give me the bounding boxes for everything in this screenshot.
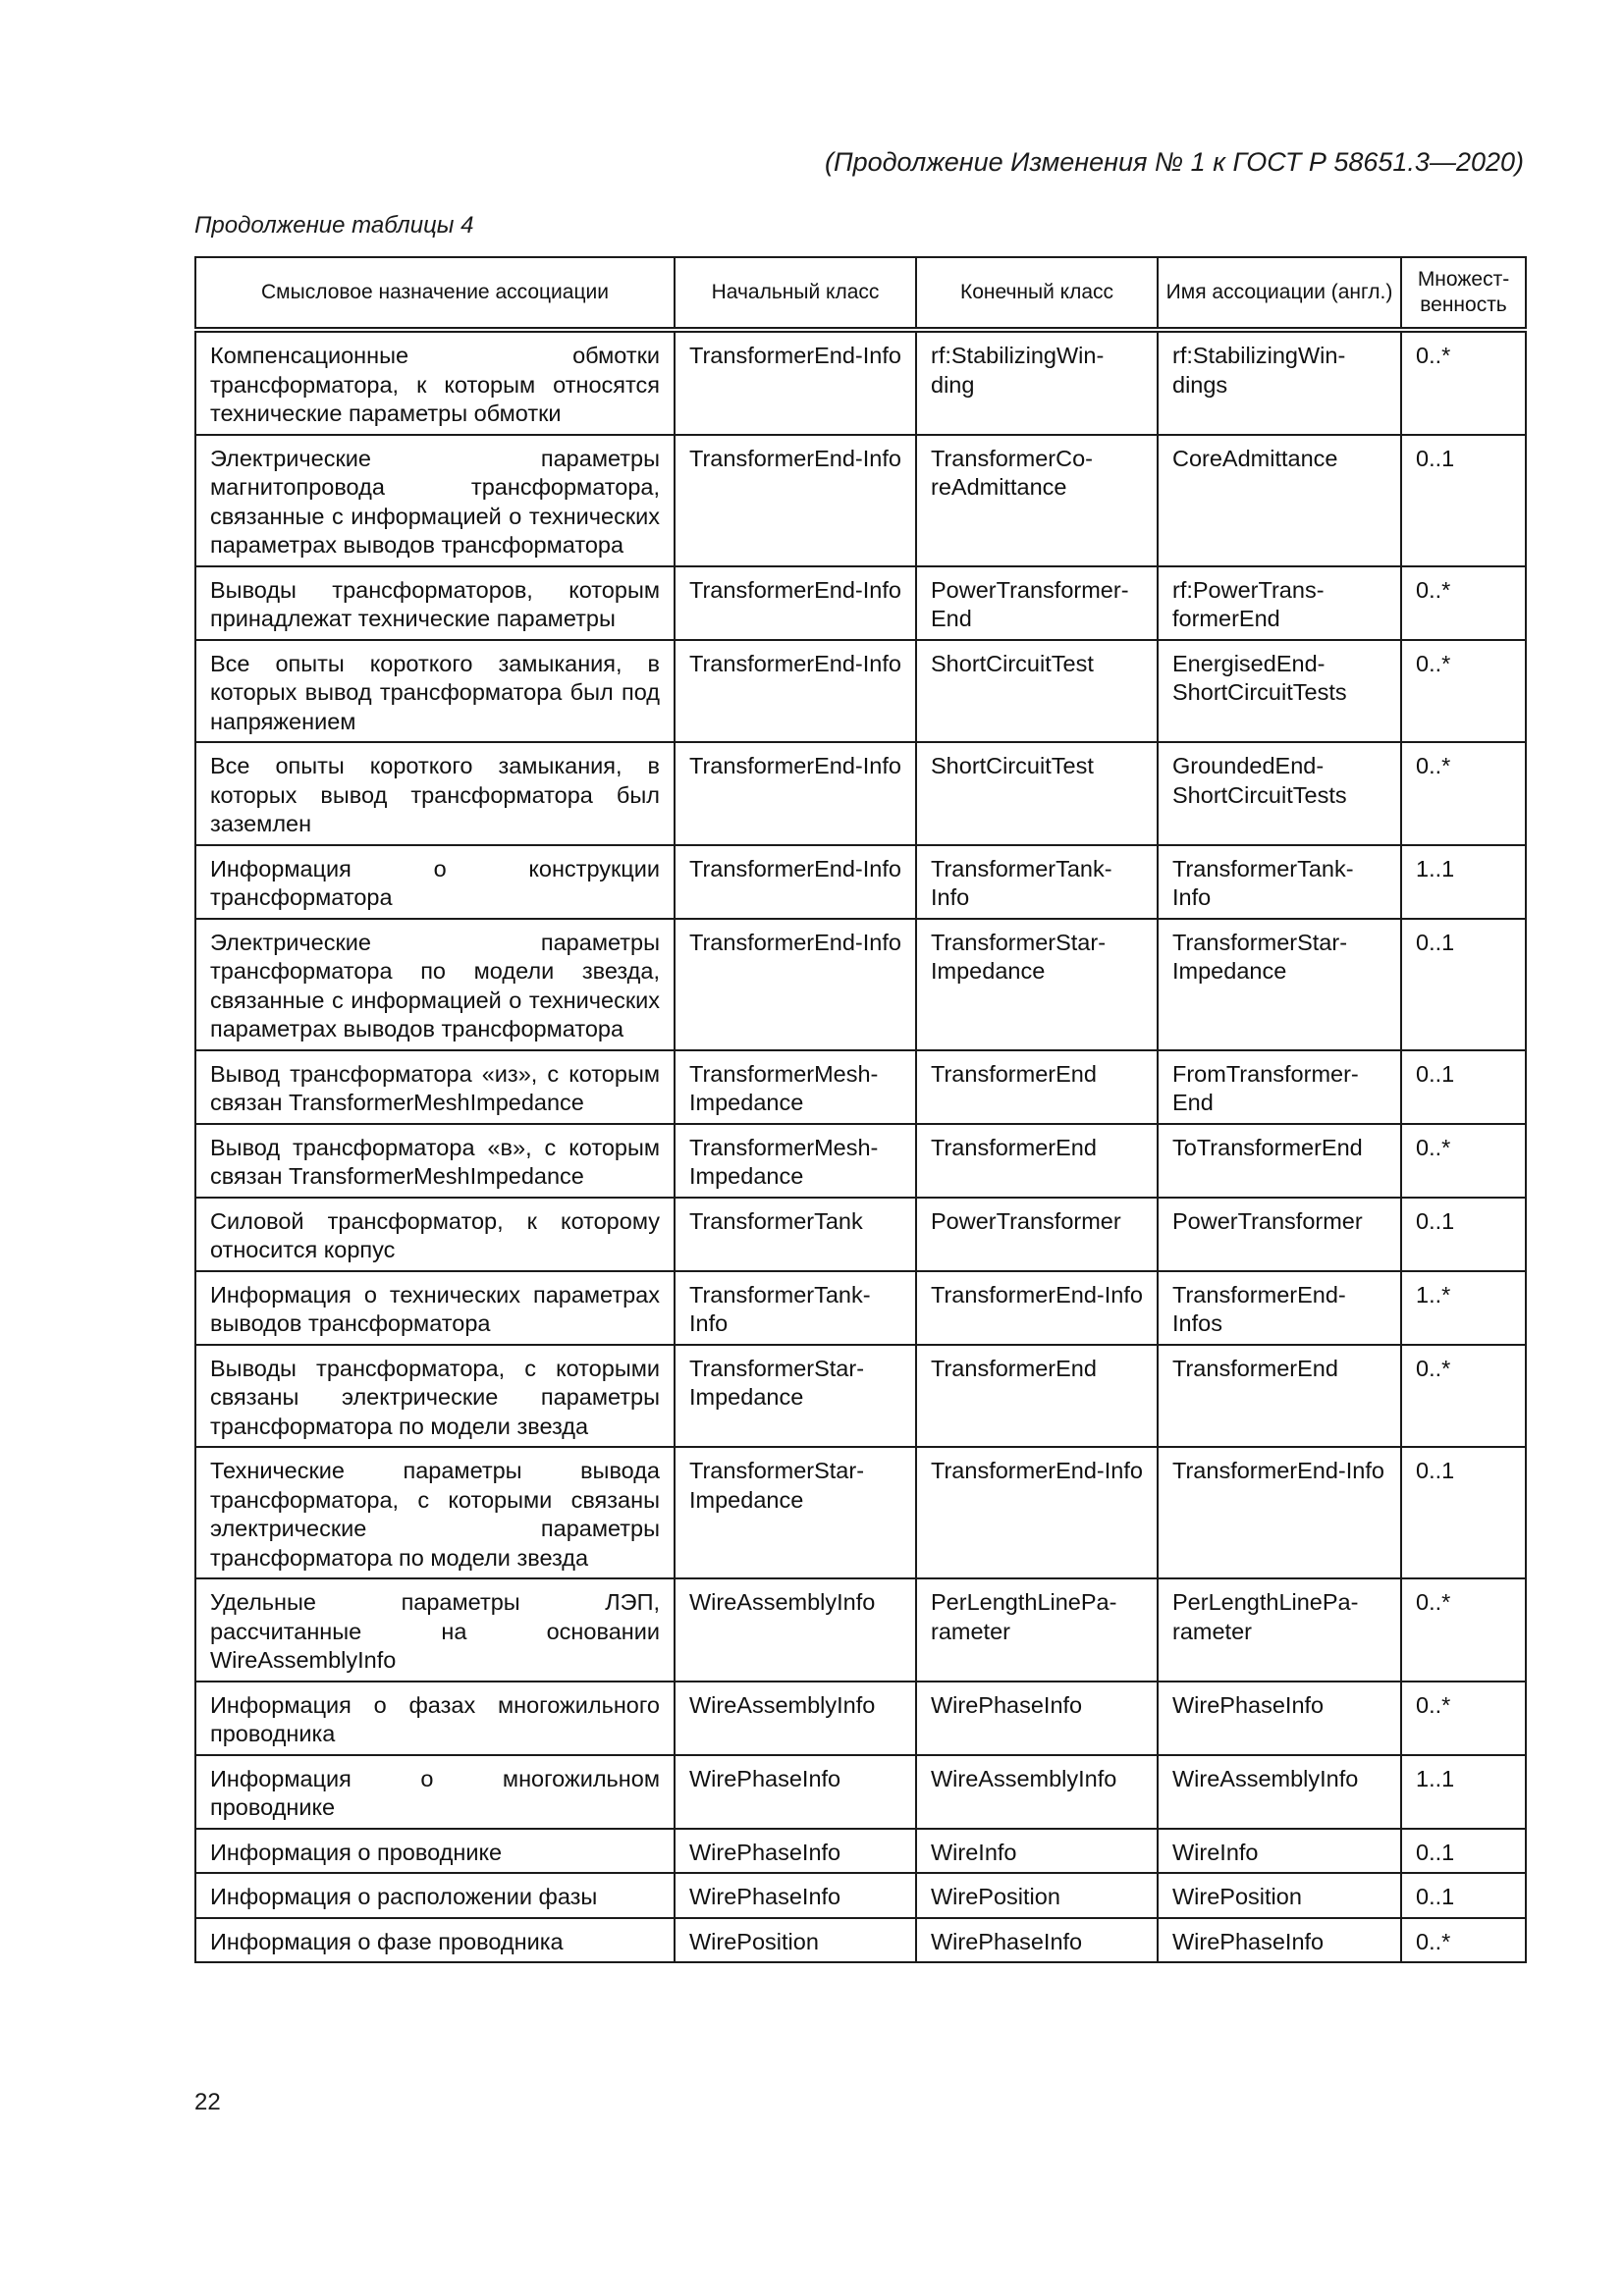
purpose-cell: Технические параметры вывода трансформатора, с которыми связаны электрические параметры трансформатора по модели звезда xyxy=(195,1447,675,1578)
multiplicity-cell: 0..* xyxy=(1401,1345,1526,1448)
purpose-cell: Компенсационные обмотки трансформатора, к которым относятся технические параметры обмотки xyxy=(195,330,675,435)
source-class-cell: TransformerEnd-Info xyxy=(675,845,916,919)
target-class-cell: TransformerTank-Info xyxy=(916,845,1158,919)
source-class-cell: WirePosition xyxy=(675,1918,916,1963)
multiplicity-cell: 0..* xyxy=(1401,330,1526,435)
purpose-cell: Информация о многожильном проводнике xyxy=(195,1755,675,1829)
purpose-cell: Электрические параметры трансформатора по модели звезда, связанные с информацией о технических параметрах выводов трансформатора xyxy=(195,919,675,1050)
association-name-cell: TransformerEnd-Info xyxy=(1158,1447,1401,1578)
multiplicity-cell: 0..1 xyxy=(1401,1050,1526,1124)
association-name-cell: PerLengthLinePa-rameter xyxy=(1158,1578,1401,1682)
source-class-cell: TransformerMesh-Impedance xyxy=(675,1124,916,1198)
table-row xyxy=(195,1918,1526,1963)
association-name-cell: WirePosition xyxy=(1158,1873,1401,1918)
multiplicity-cell: 1..* xyxy=(1401,1271,1526,1345)
table-row xyxy=(195,1682,1526,1755)
purpose-cell: Вывод трансформатора «из», с которым связан TransformerMeshImpedance xyxy=(195,1050,675,1124)
association-name-cell: rf:PowerTrans-formerEnd xyxy=(1158,566,1401,640)
column-header-purpose: Смысловое назначение ассоциации xyxy=(195,257,675,330)
page-number: 22 xyxy=(194,2089,221,2115)
target-class-cell: TransformerEnd xyxy=(916,1124,1158,1198)
multiplicity-cell: 0..* xyxy=(1401,1682,1526,1755)
association-name-cell: WireInfo xyxy=(1158,1829,1401,1874)
target-class-cell: WirePhaseInfo xyxy=(916,1918,1158,1963)
target-class-cell: WirePhaseInfo xyxy=(916,1682,1158,1755)
association-name-cell: WireAssemblyInfo xyxy=(1158,1755,1401,1829)
target-class-cell: TransformerEnd xyxy=(916,1345,1158,1448)
target-class-cell: WireAssemblyInfo xyxy=(916,1755,1158,1829)
association-name-cell: rf:StabilizingWin-dings xyxy=(1158,330,1401,435)
association-name-cell: FromTransformer-End xyxy=(1158,1050,1401,1124)
source-class-cell: TransformerEnd-Info xyxy=(675,742,916,845)
target-class-cell: ShortCircuitTest xyxy=(916,640,1158,743)
multiplicity-cell: 1..1 xyxy=(1401,845,1526,919)
association-name-cell: GroundedEnd-ShortCircuitTests xyxy=(1158,742,1401,845)
purpose-cell: Информация о фазах многожильного проводника xyxy=(195,1682,675,1755)
table-row xyxy=(195,1578,1526,1682)
association-name-cell: TransformerEnd xyxy=(1158,1345,1401,1448)
purpose-cell: Силовой трансформатор, к которому относится корпус xyxy=(195,1198,675,1271)
purpose-cell: Удельные параметры ЛЭП, рассчитанные на основании WireAssemblyInfo xyxy=(195,1578,675,1682)
purpose-cell: Информация о технических параметрах выводов трансформатора xyxy=(195,1271,675,1345)
source-class-cell: TransformerTank xyxy=(675,1198,916,1271)
purpose-cell: Информация о конструкции трансформатора xyxy=(195,845,675,919)
source-class-cell: TransformerStar-Impedance xyxy=(675,1447,916,1578)
table-row xyxy=(195,330,1526,435)
target-class-cell: TransformerEnd-Info xyxy=(916,1447,1158,1578)
column-header-target-class: Конечный класс xyxy=(916,257,1158,330)
multiplicity-cell: 0..1 xyxy=(1401,919,1526,1050)
table-row xyxy=(195,1873,1526,1918)
multiplicity-cell: 0..1 xyxy=(1401,1447,1526,1578)
source-class-cell: TransformerStar-Impedance xyxy=(675,1345,916,1448)
table-row xyxy=(195,1050,1526,1124)
table-header-row xyxy=(195,257,1526,330)
source-class-cell: TransformerEnd-Info xyxy=(675,566,916,640)
purpose-cell: Информация о фазе проводника xyxy=(195,1918,675,1963)
source-class-cell: WirePhaseInfo xyxy=(675,1755,916,1829)
purpose-cell: Все опыты короткого замыкания, в которых вывод трансформатора был под напряжением xyxy=(195,640,675,743)
table-row xyxy=(195,1447,1526,1578)
column-header-association-name: Имя ассоциации (англ.) xyxy=(1158,257,1401,330)
purpose-cell: Выводы трансформатора, с которыми связаны электрические параметры трансформатора по модели звезда xyxy=(195,1345,675,1448)
purpose-cell: Выводы трансформаторов, которым принадлежат технические параметры xyxy=(195,566,675,640)
table-row xyxy=(195,1271,1526,1345)
purpose-cell: Информация о расположении фазы xyxy=(195,1873,675,1918)
table-row xyxy=(195,845,1526,919)
document-continuation-note: (Продолжение Изменения № 1 к ГОСТ Р 58651.3—2020) xyxy=(825,147,1524,177)
purpose-cell: Вывод трансформатора «в», с которым связан TransformerMeshImpedance xyxy=(195,1124,675,1198)
table-row xyxy=(195,919,1526,1050)
multiplicity-cell: 0..1 xyxy=(1401,1873,1526,1918)
multiplicity-cell: 0..* xyxy=(1401,1918,1526,1963)
target-class-cell: WireInfo xyxy=(916,1829,1158,1874)
multiplicity-cell: 0..1 xyxy=(1401,1829,1526,1874)
association-name-cell: TransformerStar-Impedance xyxy=(1158,919,1401,1050)
table-row xyxy=(195,742,1526,845)
table-row xyxy=(195,1345,1526,1448)
purpose-cell: Информация о проводнике xyxy=(195,1829,675,1874)
multiplicity-cell: 0..* xyxy=(1401,566,1526,640)
purpose-cell: Электрические параметры магнитопровода трансформатора, связанные с информацией о технических параметрах выводов трансформатора xyxy=(195,435,675,566)
association-name-cell: PowerTransformer xyxy=(1158,1198,1401,1271)
association-name-cell: WirePhaseInfo xyxy=(1158,1918,1401,1963)
multiplicity-cell: 0..* xyxy=(1401,640,1526,743)
source-class-cell: TransformerEnd-Info xyxy=(675,435,916,566)
table-row xyxy=(195,640,1526,743)
source-class-cell: TransformerTank-Info xyxy=(675,1271,916,1345)
target-class-cell: rf:StabilizingWin-ding xyxy=(916,330,1158,435)
association-name-cell: EnergisedEnd-ShortCircuitTests xyxy=(1158,640,1401,743)
source-class-cell: WireAssemblyInfo xyxy=(675,1682,916,1755)
table-body xyxy=(195,330,1526,1962)
target-class-cell: PerLengthLinePa-rameter xyxy=(916,1578,1158,1682)
multiplicity-cell: 1..1 xyxy=(1401,1755,1526,1829)
table-row xyxy=(195,566,1526,640)
table-row xyxy=(195,1829,1526,1874)
association-name-cell: TransformerTank-Info xyxy=(1158,845,1401,919)
source-class-cell: WirePhaseInfo xyxy=(675,1829,916,1874)
multiplicity-cell: 0..* xyxy=(1401,1578,1526,1682)
multiplicity-cell: 0..* xyxy=(1401,1124,1526,1198)
multiplicity-cell: 0..1 xyxy=(1401,1198,1526,1271)
column-header-source-class: Начальный класс xyxy=(675,257,916,330)
source-class-cell: TransformerEnd-Info xyxy=(675,330,916,435)
source-class-cell: WireAssemblyInfo xyxy=(675,1578,916,1682)
purpose-cell: Все опыты короткого замыкания, в которых вывод трансформатора был заземлен xyxy=(195,742,675,845)
target-class-cell: TransformerEnd-Info xyxy=(916,1271,1158,1345)
table-row xyxy=(195,435,1526,566)
target-class-cell: TransformerEnd xyxy=(916,1050,1158,1124)
source-class-cell: WirePhaseInfo xyxy=(675,1873,916,1918)
association-name-cell: WirePhaseInfo xyxy=(1158,1682,1401,1755)
target-class-cell: PowerTransformer-End xyxy=(916,566,1158,640)
association-name-cell: TransformerEnd-Infos xyxy=(1158,1271,1401,1345)
association-table xyxy=(194,256,1527,1963)
target-class-cell: ShortCircuitTest xyxy=(916,742,1158,845)
table-row xyxy=(195,1198,1526,1271)
source-class-cell: TransformerEnd-Info xyxy=(675,640,916,743)
table-row xyxy=(195,1755,1526,1829)
table-row xyxy=(195,1124,1526,1198)
target-class-cell: WirePosition xyxy=(916,1873,1158,1918)
target-class-cell: TransformerStar-Impedance xyxy=(916,919,1158,1050)
column-header-multiplicity: Множест-венность xyxy=(1401,257,1526,330)
multiplicity-cell: 0..* xyxy=(1401,742,1526,845)
source-class-cell: TransformerMesh-Impedance xyxy=(675,1050,916,1124)
target-class-cell: TransformerCo-reAdmittance xyxy=(916,435,1158,566)
table-caption: Продолжение таблицы 4 xyxy=(194,212,474,239)
association-name-cell: ToTransformerEnd xyxy=(1158,1124,1401,1198)
target-class-cell: PowerTransformer xyxy=(916,1198,1158,1271)
source-class-cell: TransformerEnd-Info xyxy=(675,919,916,1050)
association-name-cell: CoreAdmittance xyxy=(1158,435,1401,566)
multiplicity-cell: 0..1 xyxy=(1401,435,1526,566)
